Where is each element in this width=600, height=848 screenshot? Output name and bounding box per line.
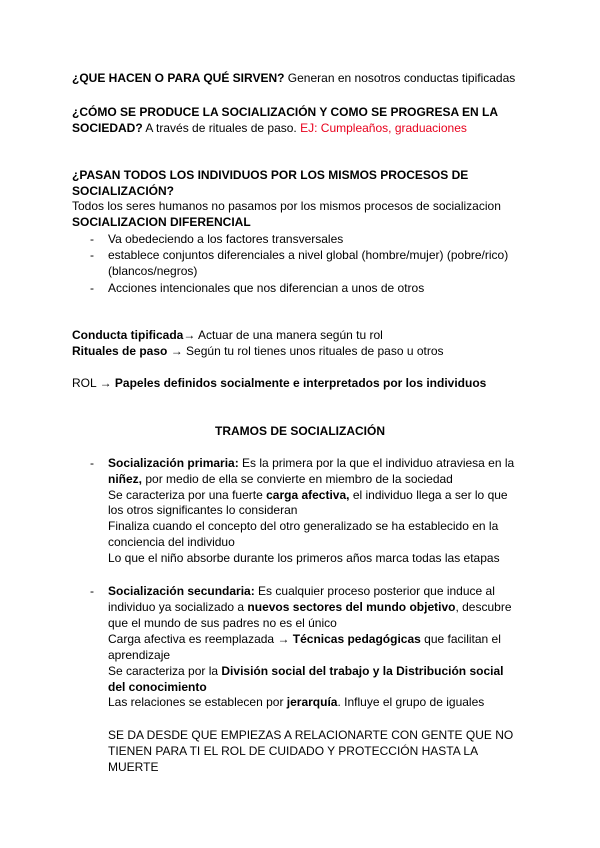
primaria-bold-carga: carga afectiva, bbox=[266, 488, 350, 502]
q2-question-part1: ¿CÓMO SE PRODUCE LA SOCIALIZACIÓN Y COMO SE PROGRESA EN LA bbox=[72, 105, 499, 119]
q3-answer: Todos los seres humanos no pasamos por los mismos procesos de socializacion bbox=[72, 199, 501, 213]
list-dash: - bbox=[90, 248, 94, 262]
primaria-bold-ninez: niñez, bbox=[108, 472, 143, 486]
secundaria-bold-conocimiento: del conocimiento bbox=[108, 680, 207, 694]
list-item-1: Va obedeciendo a los factores transversales bbox=[108, 232, 344, 246]
q3-question-part2: SOCIALIZACIÓN? bbox=[72, 184, 174, 198]
primaria-term: Socialización primaria: bbox=[108, 456, 239, 470]
def-rol-text: Papeles definidos socialmente e interpretados por los individuos bbox=[114, 376, 487, 390]
list-dash: - bbox=[90, 456, 94, 470]
q1-question: ¿QUE HACEN O PARA QUÉ SIRVEN? bbox=[72, 71, 285, 85]
q1-answer: Generan en nosotros conductas tipificadas bbox=[284, 71, 516, 85]
primaria-line3 bbox=[108, 488, 508, 503]
secundaria-line8 bbox=[108, 695, 484, 710]
def-conducta bbox=[72, 328, 383, 343]
def-conducta-text: → Actuar de una manera según tu rol bbox=[183, 328, 383, 342]
secundaria-bold-division: División social del trabajo y la Distribución social bbox=[221, 664, 504, 678]
secundaria-caps-line1: SE DA DESDE QUE EMPIEZAS A RELACIONARTE CON GENTE QUE NO bbox=[108, 728, 514, 742]
list-dash: - bbox=[90, 584, 94, 598]
primaria-line2 bbox=[108, 472, 453, 487]
q3-heading bbox=[72, 215, 251, 230]
list-dash: - bbox=[90, 281, 94, 295]
secundaria-caps-line3: MUERTE bbox=[108, 760, 159, 774]
primaria-line6: conciencia del individuo bbox=[108, 535, 235, 549]
primaria-line4: los otros significantes lo consideran bbox=[108, 503, 298, 517]
list-item-2-line1: establece conjuntos diferenciales a nivel global (hombre/mujer) (pobre/rico) bbox=[108, 248, 509, 262]
q2-question-part2: SOCIEDAD? bbox=[72, 121, 143, 135]
q2-answer: A través de rituales de paso. bbox=[142, 121, 301, 135]
secundaria-line7 bbox=[108, 680, 207, 695]
secundaria-line2 bbox=[108, 600, 512, 615]
q2-line2 bbox=[72, 121, 467, 136]
primaria-text: el individuo llega a ser lo que bbox=[349, 488, 508, 502]
def-rituales-term: Rituales de paso bbox=[72, 344, 168, 358]
secundaria-bold-sectores: nuevos sectores del mundo objetivo bbox=[247, 600, 456, 614]
primaria-line1 bbox=[108, 456, 514, 471]
secundaria-text: . Influye el grupo de iguales bbox=[337, 695, 485, 709]
secundaria-text: que facilitan el bbox=[420, 632, 501, 646]
secundaria-line4 bbox=[108, 632, 501, 647]
list-item-2-line2: (blancos/negros) bbox=[108, 264, 198, 278]
secundaria-text: Carga afectiva es reemplazada bbox=[108, 632, 278, 646]
q3-question-part1: ¿PASAN TODOS LOS INDIVIDUOS POR LOS MISMOS PROCESOS DE bbox=[72, 168, 469, 182]
secundaria-text: , descubre bbox=[455, 600, 512, 614]
secundaria-caps-line2: TIENEN PARA TI EL ROL DE CUIDADO Y PROTECCIÓN HASTA LA bbox=[108, 744, 479, 758]
def-rol-term: ROL → bbox=[72, 376, 115, 390]
primaria-line7: Lo que el niño absorbe durante los primeros años marca todas las etapas bbox=[108, 551, 500, 565]
primaria-text: Se caracteriza por una fuerte bbox=[108, 488, 267, 502]
def-rituales bbox=[72, 344, 444, 359]
q3-question-line2 bbox=[72, 184, 174, 199]
secundaria-text: individuo ya socializado a bbox=[108, 600, 248, 614]
q3-question-line1 bbox=[72, 168, 468, 183]
secundaria-term: Socialización secundaria: bbox=[108, 584, 255, 598]
primaria-text: Es la primera por la que el individuo atraviesa en la bbox=[238, 456, 515, 470]
primaria-line5: Finaliza cuando el concepto del otro generalizado se ha establecido en la bbox=[108, 519, 499, 533]
secundaria-text: Es cualquier proceso posterior que induce al bbox=[254, 584, 495, 598]
secundaria-line3: que el mundo de sus padres no es el único bbox=[108, 616, 337, 630]
primaria-text: por medio de ella se convierte en miembro de la sociedad bbox=[142, 472, 453, 486]
q1-line bbox=[72, 71, 515, 86]
list-dash: - bbox=[90, 232, 94, 246]
def-conducta-term: Conducta tipificada bbox=[72, 328, 184, 342]
tramos-title: TRAMOS DE SOCIALIZACIÓN bbox=[215, 424, 385, 438]
secundaria-text: Se caracteriza por la bbox=[108, 664, 222, 678]
secundaria-line5: aprendizaje bbox=[108, 648, 171, 662]
secundaria-text: Las relaciones se establecen por bbox=[108, 695, 287, 709]
secundaria-bold-jerarquia: jerarquía bbox=[286, 695, 338, 709]
secundaria-line6 bbox=[108, 664, 503, 679]
secundaria-line1 bbox=[108, 584, 495, 599]
q2-question-line1 bbox=[72, 105, 498, 120]
list-item-3: Acciones intencionales que nos diferencian a unos de otros bbox=[108, 281, 425, 295]
def-rol bbox=[72, 376, 486, 391]
def-rituales-text: → Según tu rol tienes unos rituales de paso u otros bbox=[167, 344, 444, 358]
secundaria-bold-tecnicas: → Técnicas pedagógicas bbox=[277, 632, 421, 646]
socializacion-diferencial-heading: SOCIALIZACION DIFERENCIAL bbox=[72, 215, 251, 229]
q2-example: EJ: Cumpleaños, graduaciones bbox=[300, 121, 467, 135]
